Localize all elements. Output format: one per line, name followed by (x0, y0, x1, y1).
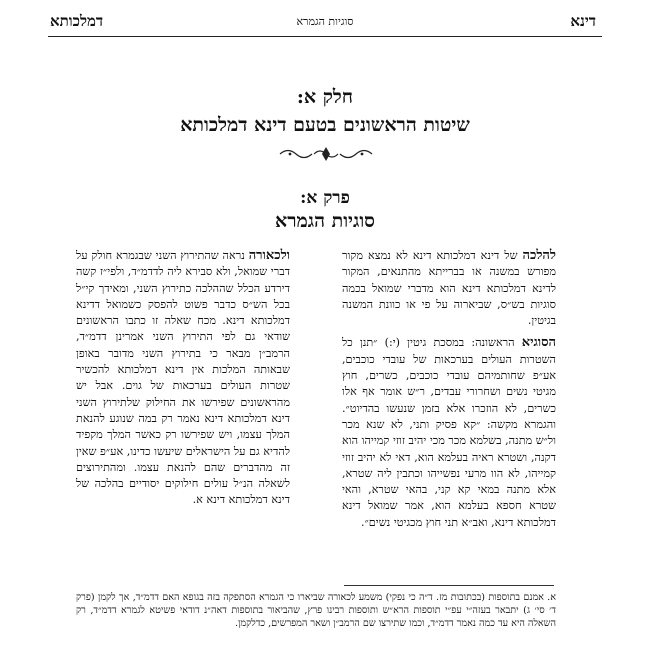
paragraph (76, 248, 290, 509)
text-column-left (76, 248, 290, 509)
running-head-rule (48, 36, 602, 37)
floral-divider-icon (278, 145, 374, 163)
lead-word: להלכה (522, 248, 556, 263)
paragraph-text: הראשונה: במסכת גיטין (י:) ״תנן כל השטרות העולים בערכאות של עובדי כוכבים, אע״פ שחותמיהם עובדי כוכבים, כשרים, חוץ מגיטי נשים ושחרורי עבדים, ר״ש אומר אף אלו כשרים, לא הוזכרו אלא בזמן שנעשו בהדיוט״. והגמרא מקשה: ״קא פסיק ותני, לא שנא מכר ול״ש מתנה, בשלמא מכר מכי יהיב זוזי קמייהו הוא דקנה, ושטרא ראיה בעלמא הוא, דאי לא יהיב זוזי קמייהו, לא הוו מרעי נפשייהו וכתבין ליה שטרא, אלא מתנה במאי קא קני, בהאי שטרא, והאי שטרא חספא בעלמא הוא, אמר שמואל דינא דמלכותא דינא, ואב״א תני חוץ מכגיטי נשים״. (342, 336, 556, 529)
chapter-subtitle: סוגיות הגמרא (275, 210, 375, 232)
chapter-title: פרק א: (300, 188, 350, 208)
lead-word: ולכאורה (248, 248, 290, 263)
part-subtitle: שיטות הראשונים בטעם דינא דמלכותא (180, 114, 470, 136)
paragraph-text: של דינא דמלכותא דינא לא נמצא מקור מפורש במשנה או בברייתא מהתנאים, המקור לדינא דמלכותא דינא הוא מדברי שמואל בכמה סוגיות בש״ס, שביארוה על פי או כוונת המשנה בגיטין. (342, 249, 556, 328)
paragraph-text: נראה שהתירוץ השני שבגמרא חולק על דברי שמואל, ולא סבירא ליה לדדמ״ד, ולפי״ז קשה דירדע הכלל שההלכה כתירוץ השני, ומאידך קי״ל בכל הש״ס כדבר פשוט להפסק כשמואל דדינא דמלכותא דינא. מכח שאלה זו כתבו הראשונים שודאי גם לפי התירוץ השני אמרינן דדמ״ד, הרמב״ן מבאר כי בתירוץ השני מדובר באופן שבאותה המלכות אין דינא דמלכותא להכשיר שטרות העולים בערכאות של גוים. אבל יש מהראשונים שפירשו את החילוק שלתירוץ השני דינא דמלכותא דינא נאמר רק במה שנוגע להנאת המלך עצמו, ויש שפירשו רק כאשר המלך מקפיד להדיא גם על הישראלים שיעשו כדינו, אע״פ שאין זה מהדברים שהם להנאת עצמו. ומהתירוצים לשאלה הנ״ל עולים חילוקים יסודיים בהלכה של דינא דמלכותא דינא א. (76, 249, 290, 507)
footnote: א. אמנם בתוספות (בכתובות מז. ד״ה כי נפקי) משמע לכאורה שביארו כי הגמרא הסתפקה בזה בגופא האם דדמ״ד, אך לקמן (פרק ד׳ סי׳ ג) יתבאר בעזה״י עפ״י תוספות הרא״ש ותוספות רבינו פרץ, שהביאור בתוספות דאה״נ דודאי פשיטא לגמרא דדמ״ד, רק השאלה היא עד כמה נאמר דדמ״ד, וכמו שתירצו שם הרמב״ן ושאר המפרשים, כדלקמן. (76, 592, 556, 629)
running-head-center: סוגיות הגמרא (296, 15, 354, 28)
running-head (40, 12, 610, 34)
running-head-right: דינא (570, 12, 596, 30)
paragraph (342, 335, 556, 531)
lead-word: הסוגיא (521, 335, 556, 351)
footnote-rule (344, 585, 554, 586)
text-column-right (342, 248, 556, 531)
part-title: חלק א: (296, 86, 354, 108)
running-head-left: דמלכותא (50, 12, 104, 30)
paragraph (342, 248, 556, 329)
